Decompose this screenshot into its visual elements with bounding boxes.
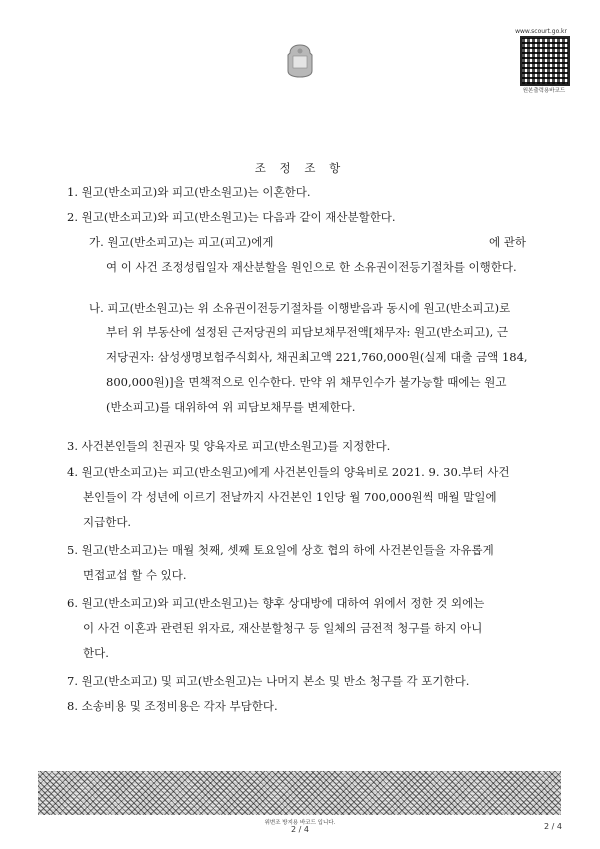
- clause-2: 2. 원고(반소피고)와 피고(반소원고)는 다음과 같이 재산분할한다.: [67, 210, 396, 224]
- clause-5-line-2: 면접교섭 할 수 있다.: [83, 568, 187, 582]
- clause-6-line-2: 이 사건 이혼과 관련된 위자료, 재산분할청구 등 일체의 금전적 청구를 하지 아니: [83, 621, 483, 635]
- anti-forgery-barcode-band: [38, 771, 561, 815]
- page-number-center: 2 / 4: [291, 825, 309, 834]
- clause-4: 4. 원고(반소피고)는 피고(반소원고)에게 사건본인들의 양육비로 2021. 9. 30.부터 사건: [67, 465, 510, 479]
- clause-5: 5. 원고(반소피고)는 매월 첫째, 셋째 토요일에 상호 협의 하에 사건본인들을 자유롭게: [67, 543, 494, 557]
- clause-2-a: 가. 원고(반소피고)는 피고(피고)에게: [89, 235, 274, 249]
- clause-2-a-continued: 에 관하: [489, 235, 526, 249]
- clause-8: 8. 소송비용 및 조정비용은 각자 부담한다.: [67, 699, 278, 713]
- clause-2-b: 나. 피고(반소원고)는 위 소유권이전등기절차를 이행받음과 동시에 원고(반소피고)로: [89, 301, 511, 315]
- clause-1: 1. 원고(반소피고)와 피고(반소원고)는 이혼한다.: [67, 185, 311, 199]
- footer-note: 위변조 방지용 바코드 입니다.: [264, 820, 336, 826]
- page-number-right: 2 / 4: [544, 822, 562, 831]
- clause-6: 6. 원고(반소피고)와 피고(반소원고)는 향후 상대방에 대하여 위에서 정한 것 외에는: [67, 596, 485, 610]
- clause-6-line-3: 한다.: [83, 646, 109, 660]
- clause-7: 7. 원고(반소피고) 및 피고(반소원고)는 나머지 본소 및 반소 청구를 각 포기한다.: [67, 674, 470, 688]
- clause-2-b-line-2: 부터 위 부동산에 설정된 근저당권의 피담보채무전액[채무자: 원고(반소피고), 근: [106, 325, 509, 339]
- clause-2-b-line-4: 800,000원)]을 면책적으로 인수한다. 만약 위 채무인수가 불가능할 때에는 원고: [106, 375, 507, 389]
- clause-2-b-line-3: 저당권자: 삼성생명보험주식회사, 채권최고액 221,760,000원(실제 대출 금액 184,: [106, 350, 528, 364]
- clause-4-line-2: 본인들이 각 성년에 이르기 전날까지 사건본인 1인당 월 700,000원씩 매월 말일에: [83, 490, 497, 504]
- clause-2-a-line-2: 여 이 사건 조정성립일자 재산분할을 원인으로 한 소유권이전등기절차를 이행한다.: [106, 260, 517, 274]
- document-title: 조 정 조 항: [254, 161, 346, 175]
- site-url: www.scourt.go.kr: [515, 28, 567, 35]
- qr-caption: 원본출력용바코드: [522, 88, 566, 94]
- clause-4-line-3: 지급한다.: [83, 515, 132, 529]
- clause-3: 3. 사건본인들의 친권자 및 양육자로 피고(반소원고)를 지정한다.: [67, 439, 391, 453]
- clause-2-b-line-5: (반소피고)를 대위하여 위 피담보채무를 변제한다.: [106, 400, 356, 414]
- court-seal-icon: [284, 44, 316, 78]
- qr-code-icon: [520, 36, 570, 86]
